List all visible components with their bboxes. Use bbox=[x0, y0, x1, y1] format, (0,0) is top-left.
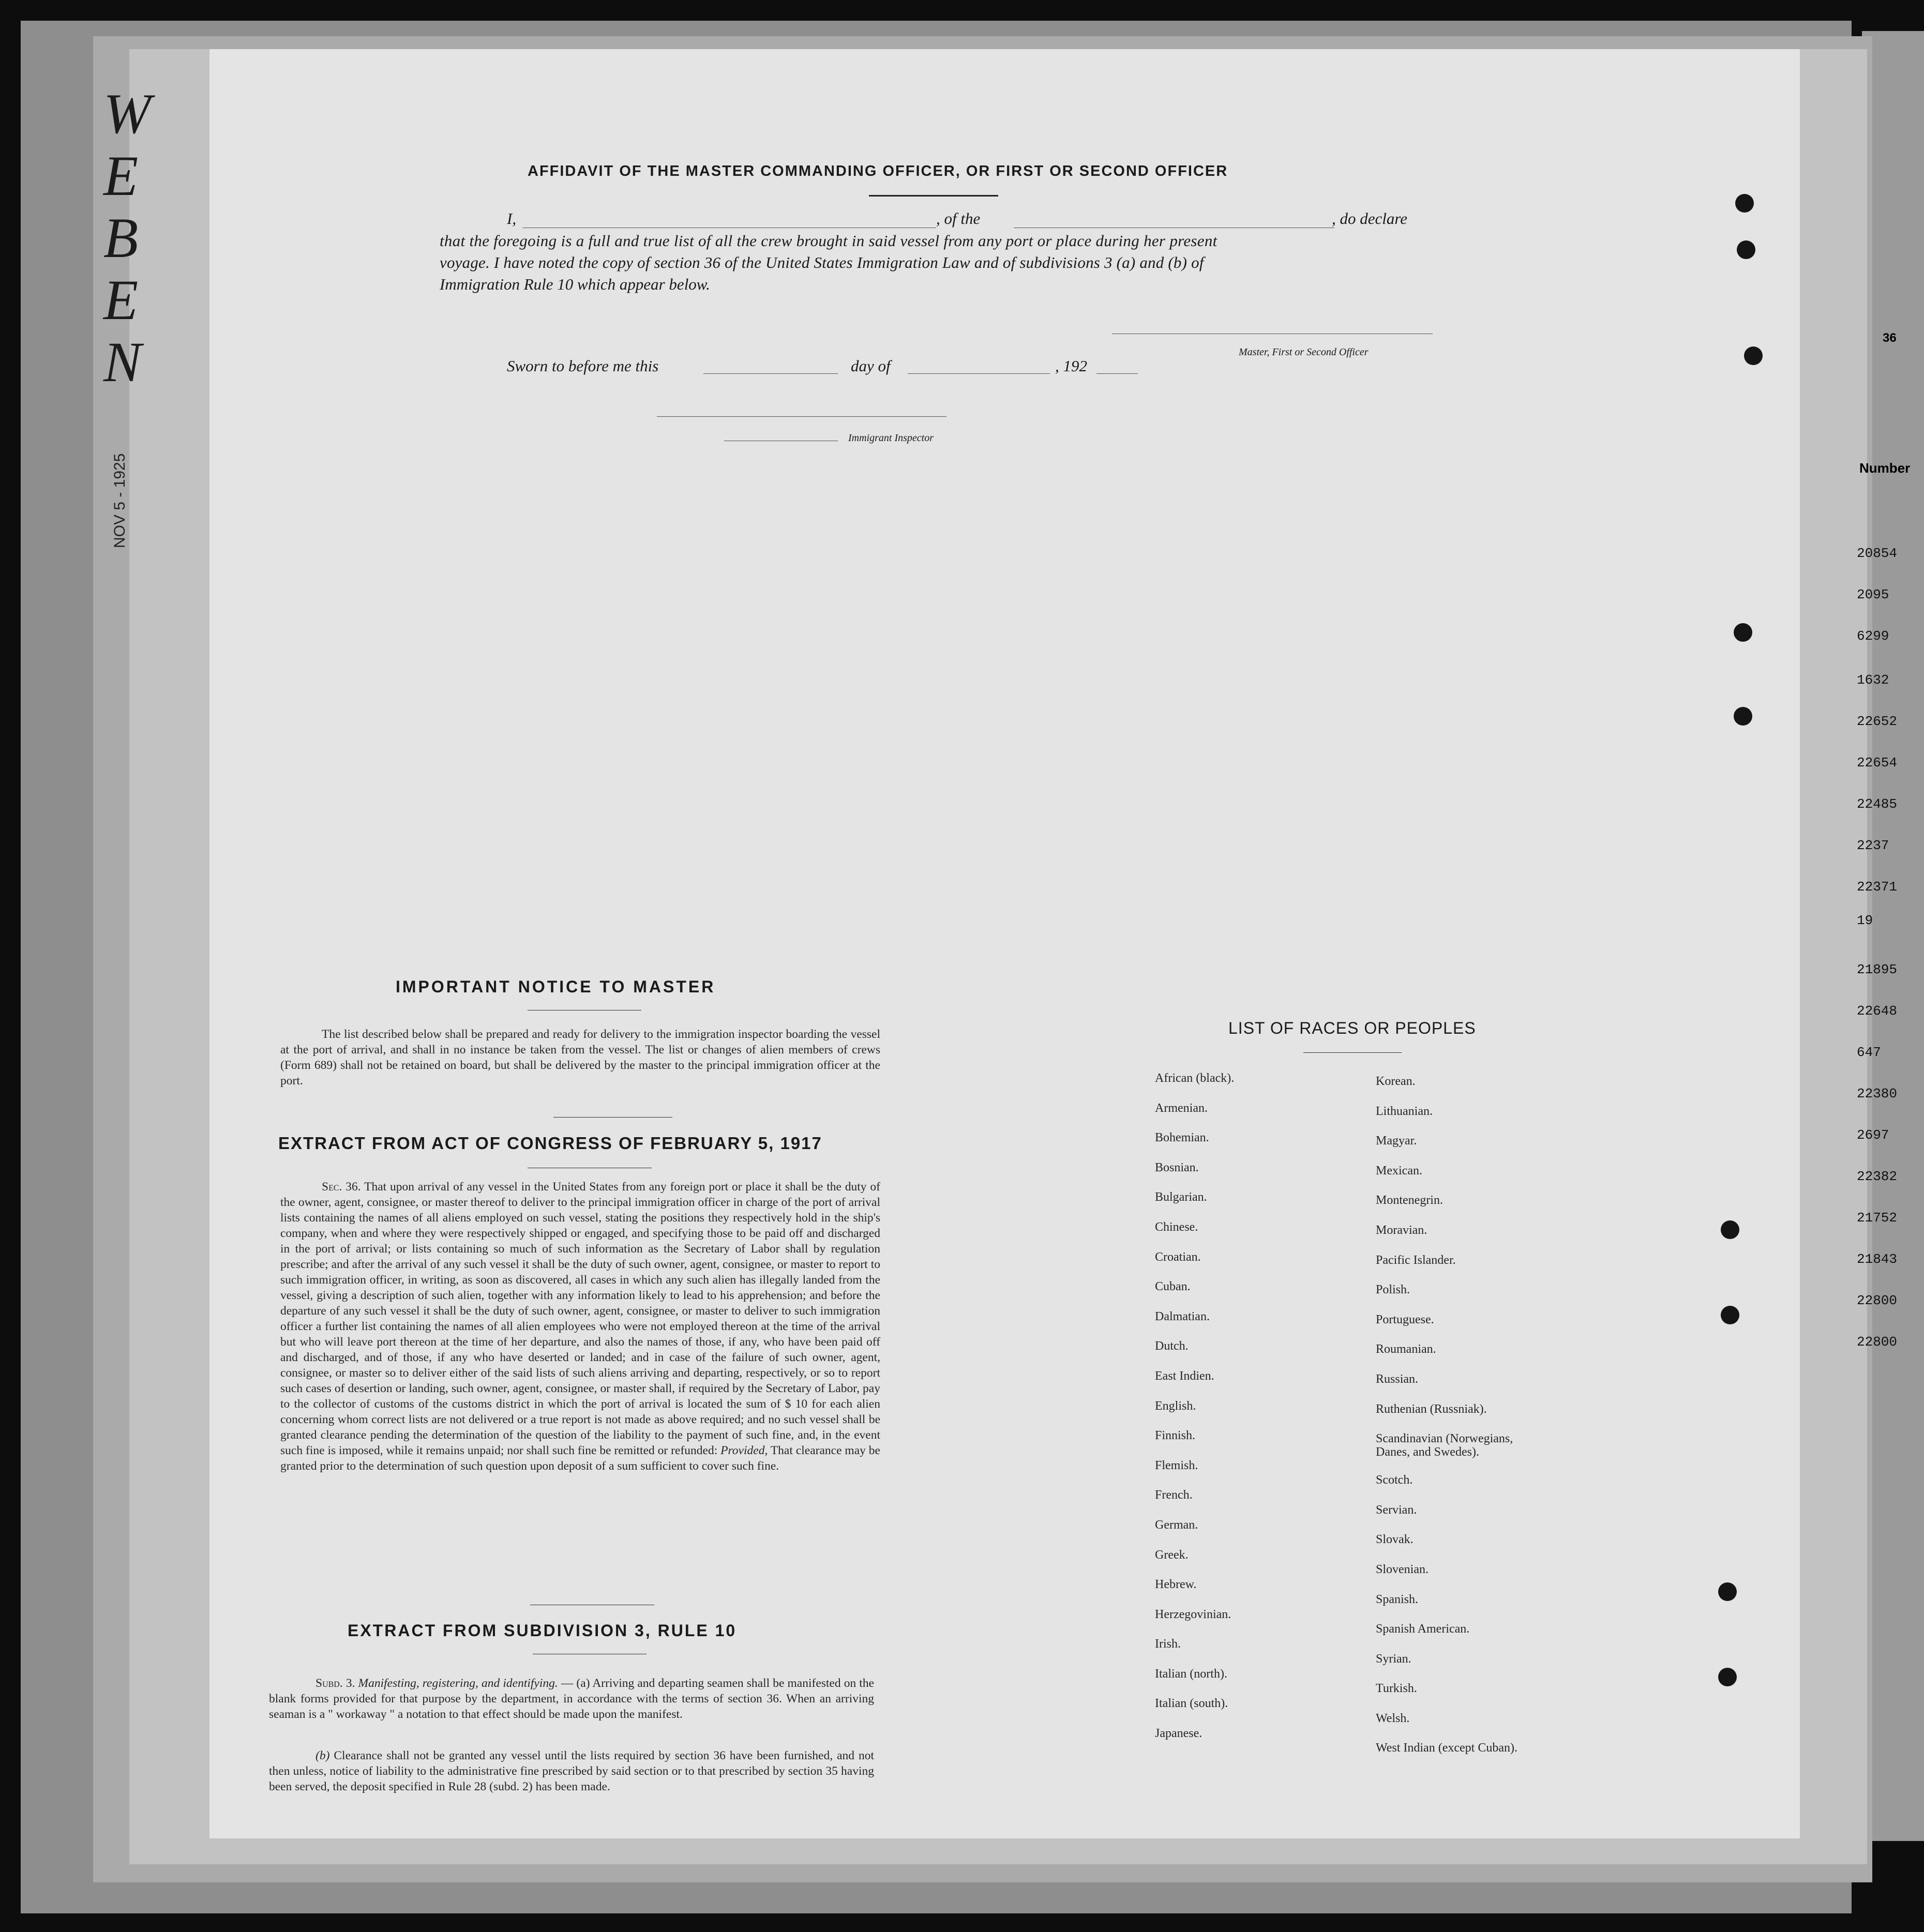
race-item: Polish. bbox=[1376, 1283, 1410, 1297]
blank-day-line bbox=[703, 373, 838, 374]
margin-number: 21843 bbox=[1857, 1251, 1898, 1267]
race-item: Greek. bbox=[1155, 1548, 1189, 1562]
affidavit-para-line1: that the foregoing is a full and true list of all the crew brought in said vessel from any port or place during her present bbox=[440, 232, 1217, 250]
margin-number: 22380 bbox=[1857, 1086, 1898, 1101]
race-item: Welsh. bbox=[1376, 1711, 1410, 1725]
race-item: Scotch. bbox=[1376, 1473, 1413, 1487]
blank-year-line bbox=[1096, 373, 1138, 374]
margin-number: 21752 bbox=[1857, 1210, 1898, 1226]
punch-hole bbox=[1734, 623, 1752, 642]
race-item: Bohemian. bbox=[1155, 1131, 1209, 1145]
race-item: Russian. bbox=[1376, 1372, 1419, 1386]
margin-number: 2697 bbox=[1857, 1127, 1889, 1143]
master-caption: Master, First or Second Officer bbox=[1239, 346, 1369, 358]
margin-number: 22648 bbox=[1857, 1003, 1898, 1019]
rule-b-body: Clearance shall not be granted any vessel until the lists required by section 36 have been furnished, and not then unless, notice of liability to the administrative fine prescribed by said section or to that prescribed by section 35 having been served, the deposit specified in Rule 28 (subd. 2) has been made. bbox=[269, 1749, 874, 1793]
race-item: German. bbox=[1155, 1518, 1198, 1532]
race-item: Scandinavian (Norwegians, Danes, and Swedes). bbox=[1376, 1432, 1513, 1459]
race-item: West Indian (except Cuban). bbox=[1376, 1741, 1517, 1755]
margin-handwriting: W E B E N bbox=[103, 82, 151, 394]
race-item: Slovenian. bbox=[1376, 1562, 1429, 1576]
heading-rule bbox=[869, 195, 998, 197]
race-item: Mexican. bbox=[1376, 1164, 1422, 1178]
race-item: Korean. bbox=[1376, 1075, 1416, 1088]
race-item: Lithuanian. bbox=[1376, 1104, 1433, 1118]
race-item: Herzegovinian. bbox=[1155, 1607, 1231, 1621]
act-text bbox=[280, 1179, 880, 1474]
inspector-caption: Immigrant Inspector bbox=[848, 432, 934, 444]
race-item: English. bbox=[1155, 1399, 1196, 1413]
race-item: Ruthenian (Russniak). bbox=[1376, 1402, 1487, 1416]
punch-hole bbox=[1735, 194, 1754, 213]
race-item: Slovak. bbox=[1376, 1533, 1414, 1547]
race-item: Turkish. bbox=[1376, 1682, 1417, 1696]
race-item: Dalmatian. bbox=[1155, 1309, 1210, 1323]
race-item: Pacific Islander. bbox=[1376, 1253, 1456, 1267]
punch-hole bbox=[1721, 1220, 1739, 1239]
punch-hole bbox=[1744, 346, 1763, 365]
act-heading: EXTRACT FROM ACT OF CONGRESS OF FEBRUARY 5, 1917 bbox=[278, 1134, 822, 1153]
race-item: Montenegrin. bbox=[1376, 1194, 1443, 1208]
races-left-column bbox=[1155, 1071, 1234, 1757]
race-item: Cuban. bbox=[1155, 1280, 1191, 1294]
race-item: Flemish. bbox=[1155, 1458, 1198, 1472]
affidavit-do-declare: , do declare bbox=[1332, 209, 1408, 228]
stamp-date: NOV 5 - 1925 bbox=[111, 453, 128, 548]
race-item: Servian. bbox=[1376, 1503, 1417, 1517]
race-item: African (black). bbox=[1155, 1071, 1235, 1085]
race-item: Chinese. bbox=[1155, 1220, 1198, 1234]
punch-hole bbox=[1718, 1582, 1737, 1601]
margin-number: 22371 bbox=[1857, 879, 1898, 895]
notice-heading: IMPORTANT NOTICE TO MASTER bbox=[396, 977, 716, 996]
margin-number: 20854 bbox=[1857, 546, 1898, 561]
year-text: , 192 bbox=[1055, 357, 1087, 375]
margin-number: 2237 bbox=[1857, 838, 1889, 853]
race-item: East Indien. bbox=[1155, 1369, 1214, 1383]
margin-number: 22485 bbox=[1857, 796, 1898, 812]
act-sec-label: Sec. 36. bbox=[322, 1180, 361, 1194]
race-item: Italian (north). bbox=[1155, 1667, 1227, 1681]
race-item: Roumanian. bbox=[1376, 1342, 1436, 1356]
rule-b-label: (b) bbox=[315, 1749, 330, 1762]
affidavit-of-the: , of the bbox=[936, 209, 981, 228]
punch-hole bbox=[1721, 1306, 1739, 1324]
race-item: Spanish. bbox=[1376, 1592, 1419, 1606]
rule-heading: EXTRACT FROM SUBDIVISION 3, RULE 10 bbox=[348, 1621, 737, 1640]
race-item: French. bbox=[1155, 1488, 1193, 1502]
margin-number: 2095 bbox=[1857, 587, 1889, 602]
race-item: Magyar. bbox=[1376, 1134, 1417, 1148]
act-body: That upon arrival of any vessel in the United States from any foreign port or place it shall be the duty of the owner, agent, consignee, or master thereof to deliver to the principal immigration officer in charge of the port of arrival lists containing the names of all aliens employed on such vessel, stating the positions they respectively hold in the ship's company, when and where they were respectively shipped or engaged, and specifying those to be paid off and discharged in the port of arrival; or lists containing so much of such information as the Secretary of Labor shall by regulation prescribe; and after the arrival of any such vessel it shall be the duty of such owner, agent, consignee, or master to report to such immigration officer, in writing, as soon as discovered, all cases in which any such alien has illegally landed from the vessel, giving a description of such alien, together with any information likely to lead to his apprehension; and before the departure of any such vessel it shall be the duty of such owner, agent, consignee, or master to deliver to such immigration officer a further list containing the names of all alien employees who were not employed thereon at the time of the arrival but who will leave port thereon at the time of her departure, and also the names of those, if any, who have been paid off and discharged, and of those, if any who have deserted or landed; and in case of the failure of such owner, agent, consignee, or master so to deliver either of the said lists of such aliens arriving and departing, respectively, or so to report such cases of desertion or landing, such owner, agent, consignee, or master shall, if required by the Secretary of Labor, pay to the collector of customs of the customs district in which the port of arrival is located the sum of $ 10 for each alien concerning whom correct lists are not delivered or a true report is not made as above required; and no such vessel shall be granted clearance pending the determination of the question of the liability to the payment of such fine, and, in the event such fine is imposed, while it remains unpaid; nor shall such fine be remitted or refunded: bbox=[280, 1180, 881, 1457]
blank-month-line bbox=[908, 373, 1050, 374]
race-item: Croatian. bbox=[1155, 1250, 1201, 1264]
race-item: Finnish. bbox=[1155, 1429, 1196, 1443]
right-header-col: 36 bbox=[1883, 331, 1897, 345]
inspector-line-1 bbox=[657, 416, 946, 417]
margin-number: 22654 bbox=[1857, 755, 1898, 771]
rule-subd-title: Manifesting, registering, and identifying. bbox=[358, 1677, 558, 1690]
margin-number: 22800 bbox=[1857, 1293, 1898, 1308]
margin-number: 647 bbox=[1857, 1045, 1881, 1060]
margin-number: 22382 bbox=[1857, 1169, 1898, 1184]
rule-b-text bbox=[269, 1748, 874, 1794]
section-divider bbox=[553, 1117, 672, 1118]
day-of-text: day of bbox=[851, 357, 891, 375]
sworn-text: Sworn to before me this bbox=[507, 357, 659, 375]
affidavit-heading: AFFIDAVIT OF THE MASTER COMMANDING OFFICER, OR FIRST OR SECOND OFFICER bbox=[528, 163, 1228, 179]
race-item: Japanese. bbox=[1155, 1727, 1202, 1741]
notice-text: The list described below shall be prepared and ready for delivery to the immigration inspector boarding the vessel at the port of arrival, and shall in no instance be taken from the vessel. The list or changes of alien members of crews (Form 689) shall not be retained on board, but shall be delivered by the master to the principal immigration officer at the port. bbox=[280, 1028, 880, 1088]
act-provided-text: That clearance may be granted prior to the determination of such question upon deposit of a sum sufficient to cover such fine. bbox=[280, 1444, 880, 1473]
race-item: Armenian. bbox=[1155, 1101, 1208, 1115]
margin-number: 19 bbox=[1857, 913, 1873, 928]
race-item: Bosnian. bbox=[1155, 1160, 1199, 1174]
race-item: Irish. bbox=[1155, 1637, 1181, 1651]
races-right-column bbox=[1376, 1075, 1593, 1771]
act-provided-label: Provided, bbox=[720, 1444, 768, 1457]
margin-number: 1632 bbox=[1857, 672, 1889, 688]
race-item: Moravian. bbox=[1376, 1223, 1427, 1237]
race-item: Dutch. bbox=[1155, 1339, 1189, 1353]
races-heading: LIST OF RACES OR PEOPLES bbox=[1228, 1019, 1476, 1037]
margin-number: 22652 bbox=[1857, 714, 1898, 729]
affidavit-para-line3: Immigration Rule 10 which appear below. bbox=[440, 275, 710, 293]
race-item: Spanish American. bbox=[1376, 1622, 1470, 1636]
race-item: Syrian. bbox=[1376, 1652, 1411, 1666]
affidavit-para-line2: voyage. I have noted the copy of section 36 of the United States Immigration Law and of subdivisions 3 (a) and (b) of bbox=[440, 253, 1204, 271]
race-item: Hebrew. bbox=[1155, 1578, 1197, 1592]
margin-number: 21895 bbox=[1857, 962, 1898, 977]
rule-subd-label: Subd. 3. bbox=[315, 1677, 355, 1690]
punch-hole bbox=[1734, 707, 1752, 726]
margin-number: 22800 bbox=[1857, 1334, 1898, 1350]
race-item: Bulgarian. bbox=[1155, 1190, 1207, 1204]
rule-a-body: — (a) Arriving and departing seamen shall be manifested on the blank forms provided for that purpose by the department, in accordance with the terms of section 36. When an arriving seaman is a " workaway " a notation to that effect should be made upon the manifest. bbox=[269, 1677, 875, 1721]
race-item: Italian (south). bbox=[1155, 1697, 1228, 1711]
right-header-label: Number bbox=[1859, 460, 1911, 476]
affidavit-i-label: I, bbox=[507, 209, 517, 228]
punch-hole bbox=[1737, 240, 1755, 259]
rule-a-text bbox=[269, 1676, 874, 1722]
race-item: Portuguese. bbox=[1376, 1312, 1434, 1326]
races-rule bbox=[1303, 1052, 1402, 1053]
punch-hole bbox=[1718, 1668, 1737, 1686]
margin-number: 6299 bbox=[1857, 628, 1889, 644]
